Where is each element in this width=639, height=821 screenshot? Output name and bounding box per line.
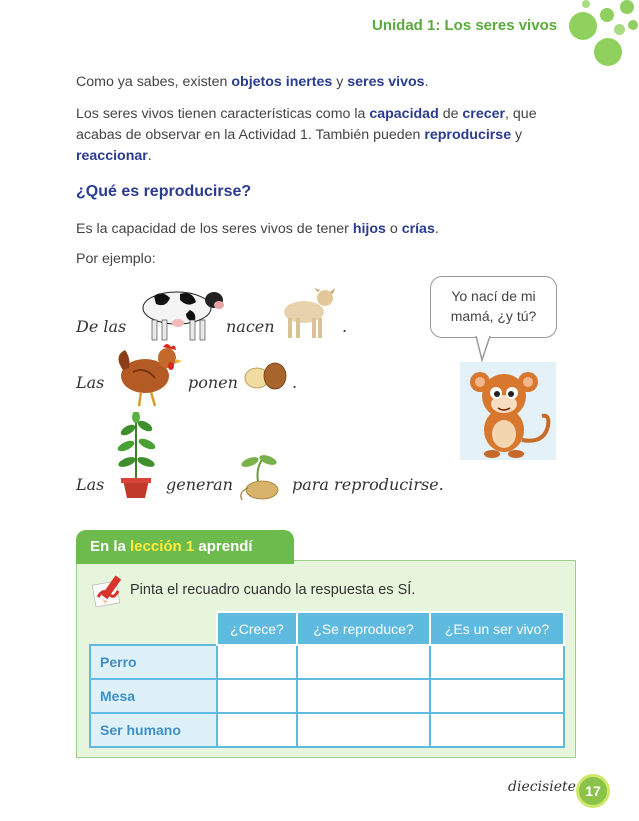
instruction-text: Pinta el recuadro cuando la respuesta es SÍ. <box>130 582 416 598</box>
speech-bubble-line-2: mamá, ¿y tú? <box>450 308 537 324</box>
example-3-text-a: Las <box>76 475 105 494</box>
answer-cell-mesa-reproduces[interactable] <box>297 679 430 713</box>
monkey-character-icon <box>460 362 556 460</box>
example-3-text-b: generan <box>166 475 233 494</box>
example-3-text-c: para reproducirse. <box>292 475 444 494</box>
table-corner-empty <box>90 612 217 645</box>
crayon-icon <box>92 573 128 607</box>
table-row <box>90 713 564 747</box>
row-label-perro: Perro <box>90 645 217 679</box>
table-row <box>90 679 564 713</box>
page-number-badge: 17 <box>576 774 610 808</box>
example-label: Por ejemplo: <box>76 251 156 267</box>
answer-cell-mesa-is-living[interactable] <box>430 679 564 713</box>
column-header-is-living: ¿Es un ser vivo? <box>430 612 564 645</box>
seed-sprout-icon <box>232 452 284 502</box>
example-2-text-c: . <box>292 373 298 392</box>
eggs-icon <box>243 361 291 393</box>
example-1-text-c: . <box>342 317 348 336</box>
calf-icon <box>280 284 336 342</box>
row-label-mesa: Mesa <box>90 679 217 713</box>
column-header-grows: ¿Crece? <box>217 612 297 645</box>
lesson-box-tab: En la lección 1 aprendí <box>76 530 294 564</box>
example-2-text-b: ponen <box>188 373 238 392</box>
answer-cell-human-is-living[interactable] <box>430 713 564 747</box>
definition-text: Es la capacidad de los seres vivos de tener hijos o crías. <box>76 221 439 237</box>
speech-bubble-line-1: Yo nací de mi <box>451 288 536 304</box>
row-label-ser-humano: Ser humano <box>90 713 217 747</box>
section-title: ¿Qué es reproducirse? <box>76 183 252 200</box>
table-header-row <box>90 612 564 645</box>
table-row <box>90 645 564 679</box>
answer-cell-human-grows[interactable] <box>217 713 297 747</box>
answer-cell-perro-reproduces[interactable] <box>297 645 430 679</box>
example-1-text-b: nacen <box>226 317 275 336</box>
answer-cell-mesa-grows[interactable] <box>217 679 297 713</box>
speech-bubble-tail <box>474 336 494 362</box>
hen-icon <box>113 340 183 410</box>
example-1-text-a: De las <box>76 317 127 336</box>
intro-paragraph-1: Como ya sabes, existen objetos inertes y seres vivos. <box>76 74 429 90</box>
unit-title: Unidad 1: Los seres vivos <box>372 17 558 34</box>
answer-cell-perro-grows[interactable] <box>217 645 297 679</box>
column-header-reproduces: ¿Se reproduce? <box>297 612 430 645</box>
intro-paragraph-2: Los seres vivos tienen características como la capacidad de crecer, que acabas de observar en la Actividad 1. También pueden reproducirse y reaccionar. <box>76 106 537 164</box>
speech-bubble <box>430 276 557 338</box>
answer-cell-perro-is-living[interactable] <box>430 645 564 679</box>
cow-icon <box>132 280 224 342</box>
example-2-text-a: Las <box>76 373 105 392</box>
answer-table <box>89 611 565 748</box>
answer-cell-human-reproduces[interactable] <box>297 713 430 747</box>
potted-plant-icon <box>116 412 158 500</box>
page-number-word: diecisiete <box>508 779 576 795</box>
